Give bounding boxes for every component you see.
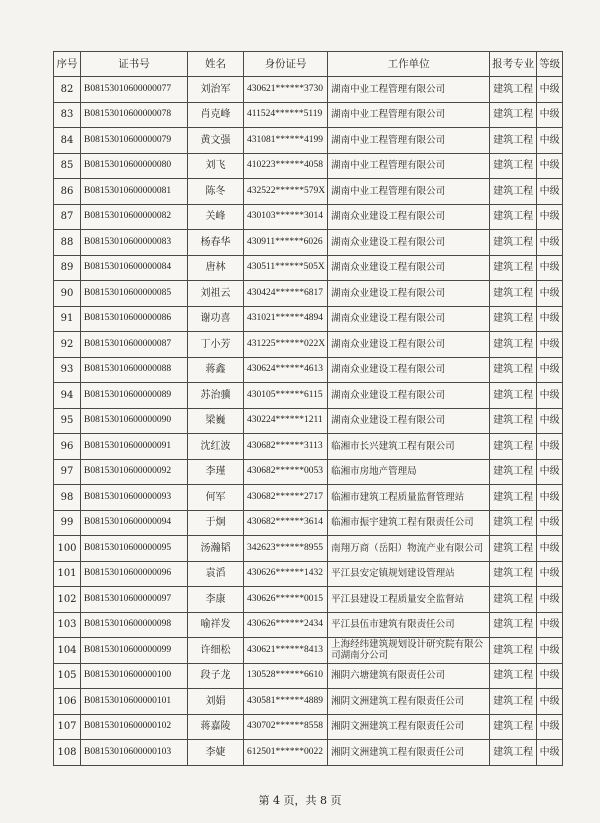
major: 建筑工程 — [490, 383, 537, 409]
table-row — [54, 434, 563, 460]
level: 中级 — [537, 281, 563, 307]
header-level: 等级 — [537, 52, 563, 77]
certificate-number: B08153010600000087 — [81, 332, 188, 358]
row-index: 98 — [54, 485, 81, 511]
employer: 湘阴六塘建筑有限责任公司 — [328, 663, 490, 689]
row-index: 88 — [54, 230, 81, 256]
certificate-number: B08153010600000094 — [81, 510, 188, 536]
row-index: 103 — [54, 612, 81, 638]
table-row — [54, 357, 563, 383]
table-row — [54, 383, 563, 409]
table-row — [54, 638, 563, 664]
row-index: 108 — [54, 740, 81, 766]
header-employer: 工作单位 — [328, 52, 490, 77]
major: 建筑工程 — [490, 689, 537, 715]
id-number: 612501******0022 — [244, 740, 328, 766]
row-index: 92 — [54, 332, 81, 358]
certificate-number: B08153010600000082 — [81, 204, 188, 230]
person-name: 蒋嘉陵 — [188, 714, 244, 740]
major: 建筑工程 — [490, 714, 537, 740]
certificate-number: B08153010600000077 — [81, 77, 188, 103]
employer: 临湘市振宇建筑工程有限责任公司 — [328, 510, 490, 536]
certificate-number: B08153010600000088 — [81, 357, 188, 383]
table-row — [54, 714, 563, 740]
certificate-number: B08153010600000086 — [81, 306, 188, 332]
person-name: 汤瀚韬 — [188, 536, 244, 562]
row-index: 104 — [54, 638, 81, 664]
table-row — [54, 587, 563, 613]
employer: 湖南中业工程管理有限公司 — [328, 179, 490, 205]
header-certificate-no: 证书号 — [81, 52, 188, 77]
level: 中级 — [537, 740, 563, 766]
certificate-number: B08153010600000093 — [81, 485, 188, 511]
header-major: 报考专业 — [490, 52, 537, 77]
level: 中级 — [537, 663, 563, 689]
level: 中级 — [537, 536, 563, 562]
certificate-number: B08153010600000092 — [81, 459, 188, 485]
certificate-number: B08153010600000078 — [81, 102, 188, 128]
level: 中级 — [537, 153, 563, 179]
employer: 临湘市房地产管理局 — [328, 459, 490, 485]
row-index: 96 — [54, 434, 81, 460]
row-index: 99 — [54, 510, 81, 536]
major: 建筑工程 — [490, 408, 537, 434]
level: 中级 — [537, 306, 563, 332]
person-name: 梁巍 — [188, 408, 244, 434]
table-row — [54, 689, 563, 715]
level: 中级 — [537, 434, 563, 460]
person-name: 喻祥发 — [188, 612, 244, 638]
major: 建筑工程 — [490, 740, 537, 766]
id-number: 430626******0015 — [244, 587, 328, 613]
major: 建筑工程 — [490, 357, 537, 383]
certificate-number: B08153010600000103 — [81, 740, 188, 766]
person-name: 关峰 — [188, 204, 244, 230]
table-row — [54, 77, 563, 103]
id-number: 430511******505X — [244, 255, 328, 281]
level: 中级 — [537, 230, 563, 256]
employer: 湖南中业工程管理有限公司 — [328, 153, 490, 179]
header-id-number: 身份证号 — [244, 52, 328, 77]
employer: 南翔万商（岳阳）物流产业有限公司 — [328, 536, 490, 562]
table-row — [54, 485, 563, 511]
person-name: 沈红波 — [188, 434, 244, 460]
table-row — [54, 536, 563, 562]
table-row — [54, 102, 563, 128]
level: 中级 — [537, 128, 563, 154]
employer: 平江县安定镇规划建设管理站 — [328, 561, 490, 587]
certificate-table — [53, 51, 563, 766]
level: 中级 — [537, 332, 563, 358]
person-name: 唐林 — [188, 255, 244, 281]
person-name: 许细松 — [188, 638, 244, 664]
level: 中级 — [537, 638, 563, 664]
row-index: 86 — [54, 179, 81, 205]
level: 中级 — [537, 102, 563, 128]
id-number: 432522******579X — [244, 179, 328, 205]
major: 建筑工程 — [490, 510, 537, 536]
header-row — [54, 52, 563, 77]
major: 建筑工程 — [490, 230, 537, 256]
person-name: 蒋鑫 — [188, 357, 244, 383]
row-index: 91 — [54, 306, 81, 332]
employer: 湖南众业建设工程有限公司 — [328, 408, 490, 434]
major: 建筑工程 — [490, 153, 537, 179]
person-name: 黄文强 — [188, 128, 244, 154]
table-row — [54, 281, 563, 307]
level: 中级 — [537, 587, 563, 613]
person-name: 李婕 — [188, 740, 244, 766]
certificate-number: B08153010600000083 — [81, 230, 188, 256]
id-number: 430626******1432 — [244, 561, 328, 587]
certificate-number: B08153010600000099 — [81, 638, 188, 664]
employer: 湘阴文洲建筑工程有限责任公司 — [328, 740, 490, 766]
employer: 湖南众业建设工程有限公司 — [328, 230, 490, 256]
major: 建筑工程 — [490, 306, 537, 332]
certificate-number: B08153010600000089 — [81, 383, 188, 409]
id-number: 430624******4613 — [244, 357, 328, 383]
employer: 湖南众业建设工程有限公司 — [328, 204, 490, 230]
table-row — [54, 153, 563, 179]
certificate-number: B08153010600000096 — [81, 561, 188, 587]
id-number: 430682******3113 — [244, 434, 328, 460]
major: 建筑工程 — [490, 179, 537, 205]
row-index: 83 — [54, 102, 81, 128]
row-index: 106 — [54, 689, 81, 715]
level: 中级 — [537, 485, 563, 511]
certificate-number: B08153010600000100 — [81, 663, 188, 689]
major: 建筑工程 — [490, 204, 537, 230]
person-name: 刘娟 — [188, 689, 244, 715]
person-name: 丁小芳 — [188, 332, 244, 358]
level: 中级 — [537, 408, 563, 434]
id-number: 430621******8413 — [244, 638, 328, 664]
person-name: 李瑾 — [188, 459, 244, 485]
id-number: 410223******4058 — [244, 153, 328, 179]
major: 建筑工程 — [490, 332, 537, 358]
row-index: 102 — [54, 587, 81, 613]
row-index: 82 — [54, 77, 81, 103]
table-row — [54, 459, 563, 485]
person-name: 段子龙 — [188, 663, 244, 689]
major: 建筑工程 — [490, 587, 537, 613]
employer: 临湘市长兴建筑工程有限公司 — [328, 434, 490, 460]
table-row — [54, 204, 563, 230]
employer: 湖南中业工程管理有限公司 — [328, 77, 490, 103]
id-number: 430424******6817 — [244, 281, 328, 307]
id-number: 430702******8558 — [244, 714, 328, 740]
person-name: 刘治军 — [188, 77, 244, 103]
certificate-number: B08153010600000081 — [81, 179, 188, 205]
level: 中级 — [537, 77, 563, 103]
id-number: 430682******0053 — [244, 459, 328, 485]
employer: 湖南众业建设工程有限公司 — [328, 332, 490, 358]
level: 中级 — [537, 255, 563, 281]
employer: 上海经纬建筑规划设计研究院有限公司湖南分公司 — [328, 638, 490, 664]
employer: 临湘市建筑工程质量监督管理站 — [328, 485, 490, 511]
employer: 湖南众业建设工程有限公司 — [328, 357, 490, 383]
employer: 湖南中业工程管理有限公司 — [328, 128, 490, 154]
id-number: 342623******8955 — [244, 536, 328, 562]
header-name: 姓名 — [188, 52, 244, 77]
id-number: 430626******2434 — [244, 612, 328, 638]
row-index: 87 — [54, 204, 81, 230]
person-name: 谢功喜 — [188, 306, 244, 332]
table-row — [54, 179, 563, 205]
major: 建筑工程 — [490, 638, 537, 664]
level: 中级 — [537, 612, 563, 638]
person-name: 何军 — [188, 485, 244, 511]
employer: 湘阴文洲建筑工程有限责任公司 — [328, 714, 490, 740]
id-number: 430621******3730 — [244, 77, 328, 103]
id-number: 430103******3014 — [244, 204, 328, 230]
table-row — [54, 230, 563, 256]
table-row — [54, 740, 563, 766]
row-index: 97 — [54, 459, 81, 485]
row-index: 85 — [54, 153, 81, 179]
person-name: 肖克峰 — [188, 102, 244, 128]
level: 中级 — [537, 510, 563, 536]
major: 建筑工程 — [490, 434, 537, 460]
person-name: 于炯 — [188, 510, 244, 536]
id-number: 430682******3614 — [244, 510, 328, 536]
major: 建筑工程 — [490, 128, 537, 154]
certificate-number: B08153010600000095 — [81, 536, 188, 562]
major: 建筑工程 — [490, 255, 537, 281]
person-name: 陈冬 — [188, 179, 244, 205]
row-index: 95 — [54, 408, 81, 434]
id-number: 411524******5119 — [244, 102, 328, 128]
certificate-number: B08153010600000085 — [81, 281, 188, 307]
level: 中级 — [537, 689, 563, 715]
person-name: 李康 — [188, 587, 244, 613]
certificate-number: B08153010600000097 — [81, 587, 188, 613]
employer: 平江县伍市建筑有限责任公司 — [328, 612, 490, 638]
row-index: 93 — [54, 357, 81, 383]
id-number: 430105******6115 — [244, 383, 328, 409]
major: 建筑工程 — [490, 281, 537, 307]
id-number: 431021******4894 — [244, 306, 328, 332]
level: 中级 — [537, 714, 563, 740]
table-row — [54, 332, 563, 358]
major: 建筑工程 — [490, 459, 537, 485]
level: 中级 — [537, 383, 563, 409]
table-row — [54, 612, 563, 638]
row-index: 94 — [54, 383, 81, 409]
certificate-number: B08153010600000101 — [81, 689, 188, 715]
employer: 湖南中业工程管理有限公司 — [328, 102, 490, 128]
employer: 湖南众业建设工程有限公司 — [328, 281, 490, 307]
certificate-number: B08153010600000098 — [81, 612, 188, 638]
certificate-number: B08153010600000090 — [81, 408, 188, 434]
table-row — [54, 306, 563, 332]
id-number: 430911******6026 — [244, 230, 328, 256]
id-number: 430224******1211 — [244, 408, 328, 434]
certificate-number: B08153010600000080 — [81, 153, 188, 179]
major: 建筑工程 — [490, 536, 537, 562]
employer: 湖南众业建设工程有限公司 — [328, 306, 490, 332]
person-name: 袁滔 — [188, 561, 244, 587]
header-index: 序号 — [54, 52, 81, 77]
table-row — [54, 510, 563, 536]
row-index: 90 — [54, 281, 81, 307]
row-index: 101 — [54, 561, 81, 587]
level: 中级 — [537, 179, 563, 205]
table-row — [54, 561, 563, 587]
level: 中级 — [537, 459, 563, 485]
person-name: 刘飞 — [188, 153, 244, 179]
level: 中级 — [537, 204, 563, 230]
certificate-number: B08153010600000084 — [81, 255, 188, 281]
table-row — [54, 255, 563, 281]
employer: 湖南众业建设工程有限公司 — [328, 383, 490, 409]
person-name: 苏治骥 — [188, 383, 244, 409]
id-number: 430581******4889 — [244, 689, 328, 715]
person-name: 刘祖云 — [188, 281, 244, 307]
certificate-number: B08153010600000102 — [81, 714, 188, 740]
row-index: 84 — [54, 128, 81, 154]
employer: 平江县建设工程质量安全监督站 — [328, 587, 490, 613]
id-number: 130528******6610 — [244, 663, 328, 689]
employer: 湘阴文洲建筑工程有限责任公司 — [328, 689, 490, 715]
person-name: 杨春华 — [188, 230, 244, 256]
row-index: 107 — [54, 714, 81, 740]
major: 建筑工程 — [490, 561, 537, 587]
row-index: 105 — [54, 663, 81, 689]
major: 建筑工程 — [490, 485, 537, 511]
page-number: 第 4 页，共 8 页 — [258, 794, 342, 807]
major: 建筑工程 — [490, 77, 537, 103]
employer: 湖南众业建设工程有限公司 — [328, 255, 490, 281]
major: 建筑工程 — [490, 612, 537, 638]
level: 中级 — [537, 561, 563, 587]
id-number: 430682******2717 — [244, 485, 328, 511]
table-row — [54, 663, 563, 689]
row-index: 89 — [54, 255, 81, 281]
major: 建筑工程 — [490, 663, 537, 689]
row-index: 100 — [54, 536, 81, 562]
certificate-number: B08153010600000079 — [81, 128, 188, 154]
level: 中级 — [537, 357, 563, 383]
table-row — [54, 128, 563, 154]
table-row — [54, 408, 563, 434]
id-number: 431225******022X — [244, 332, 328, 358]
id-number: 431081******4199 — [244, 128, 328, 154]
major: 建筑工程 — [490, 102, 537, 128]
certificate-number: B08153010600000091 — [81, 434, 188, 460]
